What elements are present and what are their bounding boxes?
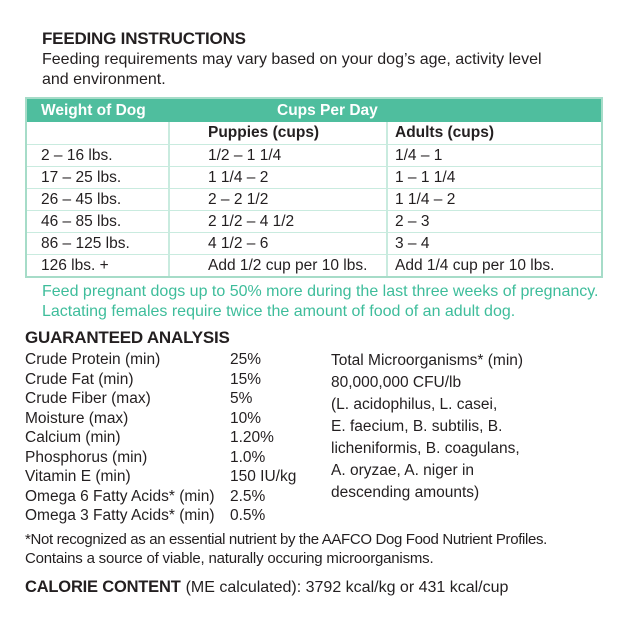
weight-cell: 46 – 85 lbs. [41,213,122,230]
column-divider [386,122,388,276]
analysis-value: 1.0% [230,448,266,466]
analysis-value: 2.5% [230,487,266,505]
analysis-row [25,370,262,390]
weight-cell: 2 – 16 lbs. [41,147,113,164]
guaranteed-analysis-list [25,350,297,526]
adults-cell: 1/4 – 1 [395,147,443,164]
weight-of-dog-header: Weight of Dog [41,102,146,119]
adults-column-header: Adults (cups) [395,124,495,141]
table-row [27,232,601,254]
calorie-content-value: (ME calculated): 3792 kcal/kg or 431 kcal/cup [185,579,509,596]
weight-cell: 86 – 125 lbs. [41,235,130,252]
weight-cell: 17 – 25 lbs. [41,169,122,186]
analysis-row [25,389,253,409]
analysis-row [25,350,262,370]
feeding-intro-line-2: and environment. [42,71,166,88]
microorganisms-line: (L. acidophilus, L. casei, [331,396,498,413]
puppies-cell: 1 1/4 – 2 [208,169,269,186]
analysis-value: 10% [230,409,262,427]
microorganisms-line: licheniformis, B. coagulans, [331,440,520,457]
analysis-value: 1.20% [230,429,274,446]
adults-cell: 1 – 1 1/4 [395,169,456,186]
pregnancy-note-line-1: Feed pregnant dogs up to 50% more during the last three weeks of pregnancy. [42,283,599,300]
analysis-label: Crude Protein (min) [25,351,161,368]
microorganisms-line: E. faecium, B. subtilis, B. [331,418,503,435]
table-row [27,188,601,210]
analysis-label: Calcium (min) [25,429,121,446]
adults-cell: Add 1/4 cup per 10 lbs. [395,257,555,274]
microorganisms-block [331,350,523,504]
microorganisms-line: Total Microorganisms* (min) [331,352,524,369]
puppies-cell: 2 1/2 – 4 1/2 [208,213,295,230]
analysis-label: Vitamin E (min) [25,468,131,485]
analysis-row [25,428,274,448]
table-header-bar [27,99,601,122]
analysis-label: Omega 3 Fatty Acids* (min) [25,507,215,524]
pregnancy-note-line-2: Lactating females require twice the amount of food of an adult dog. [42,303,516,320]
puppies-cell: 4 1/2 – 6 [208,235,269,252]
table-row [27,254,601,276]
column-divider [168,122,170,276]
analysis-value: 15% [230,370,262,388]
feeding-table [25,97,603,278]
microorganisms-line: 80,000,000 CFU/lb [331,374,462,391]
microorganisms-line: A. oryzae, A. niger in [331,462,475,479]
feeding-instructions-title: FEEDING INSTRUCTIONS [42,29,246,48]
analysis-value: 150 IU/kg [230,468,297,485]
table-row [27,166,601,188]
footnote-line-1: *Not recognized as an essential nutrient by the AAFCO Dog Food Nutrient Profiles. [25,531,547,548]
footnote-line-2: Contains a source of viable, naturally occuring microorganisms. [25,550,434,567]
analysis-row [25,409,262,429]
calorie-content [25,578,508,597]
weight-cell: 126 lbs. + [41,257,109,274]
table-row [27,144,601,166]
puppies-cell: Add 1/2 cup per 10 lbs. [208,257,368,274]
puppies-cell: 1/2 – 1 1/4 [208,147,282,164]
adults-cell: 2 – 3 [395,213,430,230]
analysis-label: Omega 6 Fatty Acids* (min) [25,487,215,505]
puppies-cell: 2 – 2 1/2 [208,191,269,208]
analysis-value: 5% [230,390,253,407]
feeding-intro-line-1: Feeding requirements may vary based on your dog’s age, activity level [42,51,542,68]
analysis-value: 25% [230,351,262,368]
calorie-content-title: CALORIE CONTENT [25,578,181,596]
analysis-label: Crude Fiber (max) [25,390,151,407]
analysis-row [25,448,266,468]
adults-cell: 3 – 4 [395,235,430,252]
analysis-row [25,467,297,487]
analysis-row [25,487,266,507]
weight-cell: 26 – 45 lbs. [41,191,122,208]
table-row [27,210,601,232]
microorganisms-line: descending amounts) [331,484,480,501]
analysis-row [25,506,266,526]
analysis-label: Phosphorus (min) [25,448,148,466]
analysis-label: Crude Fat (min) [25,370,134,388]
table-subheader-row [27,122,601,144]
analysis-label: Moisture (max) [25,409,129,427]
cups-per-day-header: Cups Per Day [277,102,378,119]
adults-cell: 1 1/4 – 2 [395,191,456,208]
guaranteed-analysis-title: GUARANTEED ANALYSIS [25,328,230,347]
analysis-value: 0.5% [230,507,266,524]
puppies-column-header: Puppies (cups) [208,124,320,141]
